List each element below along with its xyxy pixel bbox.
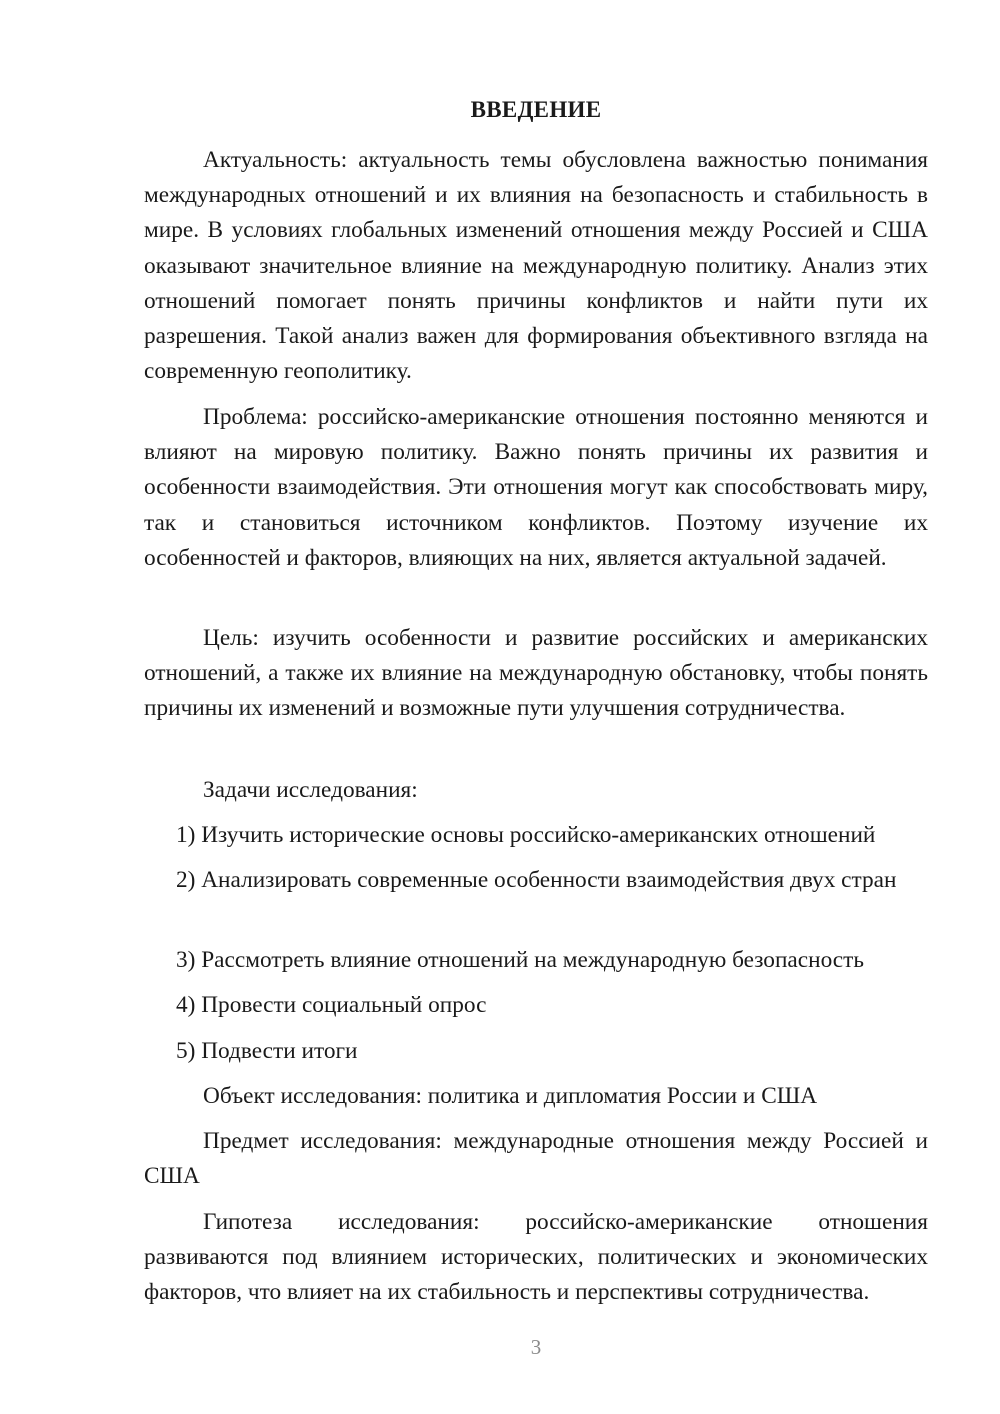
paragraph-goal: Цель: изучить особенности и развитие российских и американских отношений, а также их влияние на международную обстановку, чтобы понять причины их изменений и возможные пути улучшения сотрудничества.	[144, 625, 928, 722]
page-number: 3	[530, 1335, 542, 1359]
tasks-heading: Задачи исследования:	[203, 777, 418, 803]
task-item-1: 1) Изучить исторические основы российско-американских отношений	[176, 822, 876, 848]
paragraph-hypothesis: Гипотеза исследования: российско-американские отношения развиваются под влиянием исторических, политических и экономических факторов, что влияет на их стабильность и перспективы сотрудничества.	[144, 1209, 928, 1306]
task-item-2: 2) Анализировать современные особенности взаимодействия двух стран	[176, 867, 897, 893]
task-item-5: 5) Подвести итоги	[176, 1038, 358, 1064]
task-item-3: 3) Рассмотреть влияние отношений на международную безопасность	[176, 947, 864, 973]
paragraph-subject: Предмет исследования: международные отношения между Россией и США	[144, 1128, 928, 1190]
paragraph-problem: Проблема: российско-американские отношения постоянно меняются и влияют на мировую политику. Важно понять причины их развития и особенности взаимодействия. Эти отношения могут как способствовать миру, так и становиться источником конфликтов. Поэтому изучение их особенностей и факторов, влияющих на них, является актуальной задачей.	[144, 404, 928, 571]
paragraph-relevance: Актуальность: актуальность темы обусловлена важностью понимания международных отношений и их влияния на безопасность и стабильность в мире. В условиях глобальных изменений отношения между Россией и США оказывают значительное влияние на международную политику. Анализ этих отношений помогает понять причины конфликтов и найти пути их разрешения. Такой анализ важен для формирования объективного взгляда на современную геополитику.	[144, 147, 928, 385]
page-title: ВВЕДЕНИЕ	[470, 97, 602, 122]
paragraph-object: Объект исследования: политика и дипломатия России и США	[203, 1083, 818, 1109]
task-item-4: 4) Провести социальный опрос	[176, 992, 487, 1018]
